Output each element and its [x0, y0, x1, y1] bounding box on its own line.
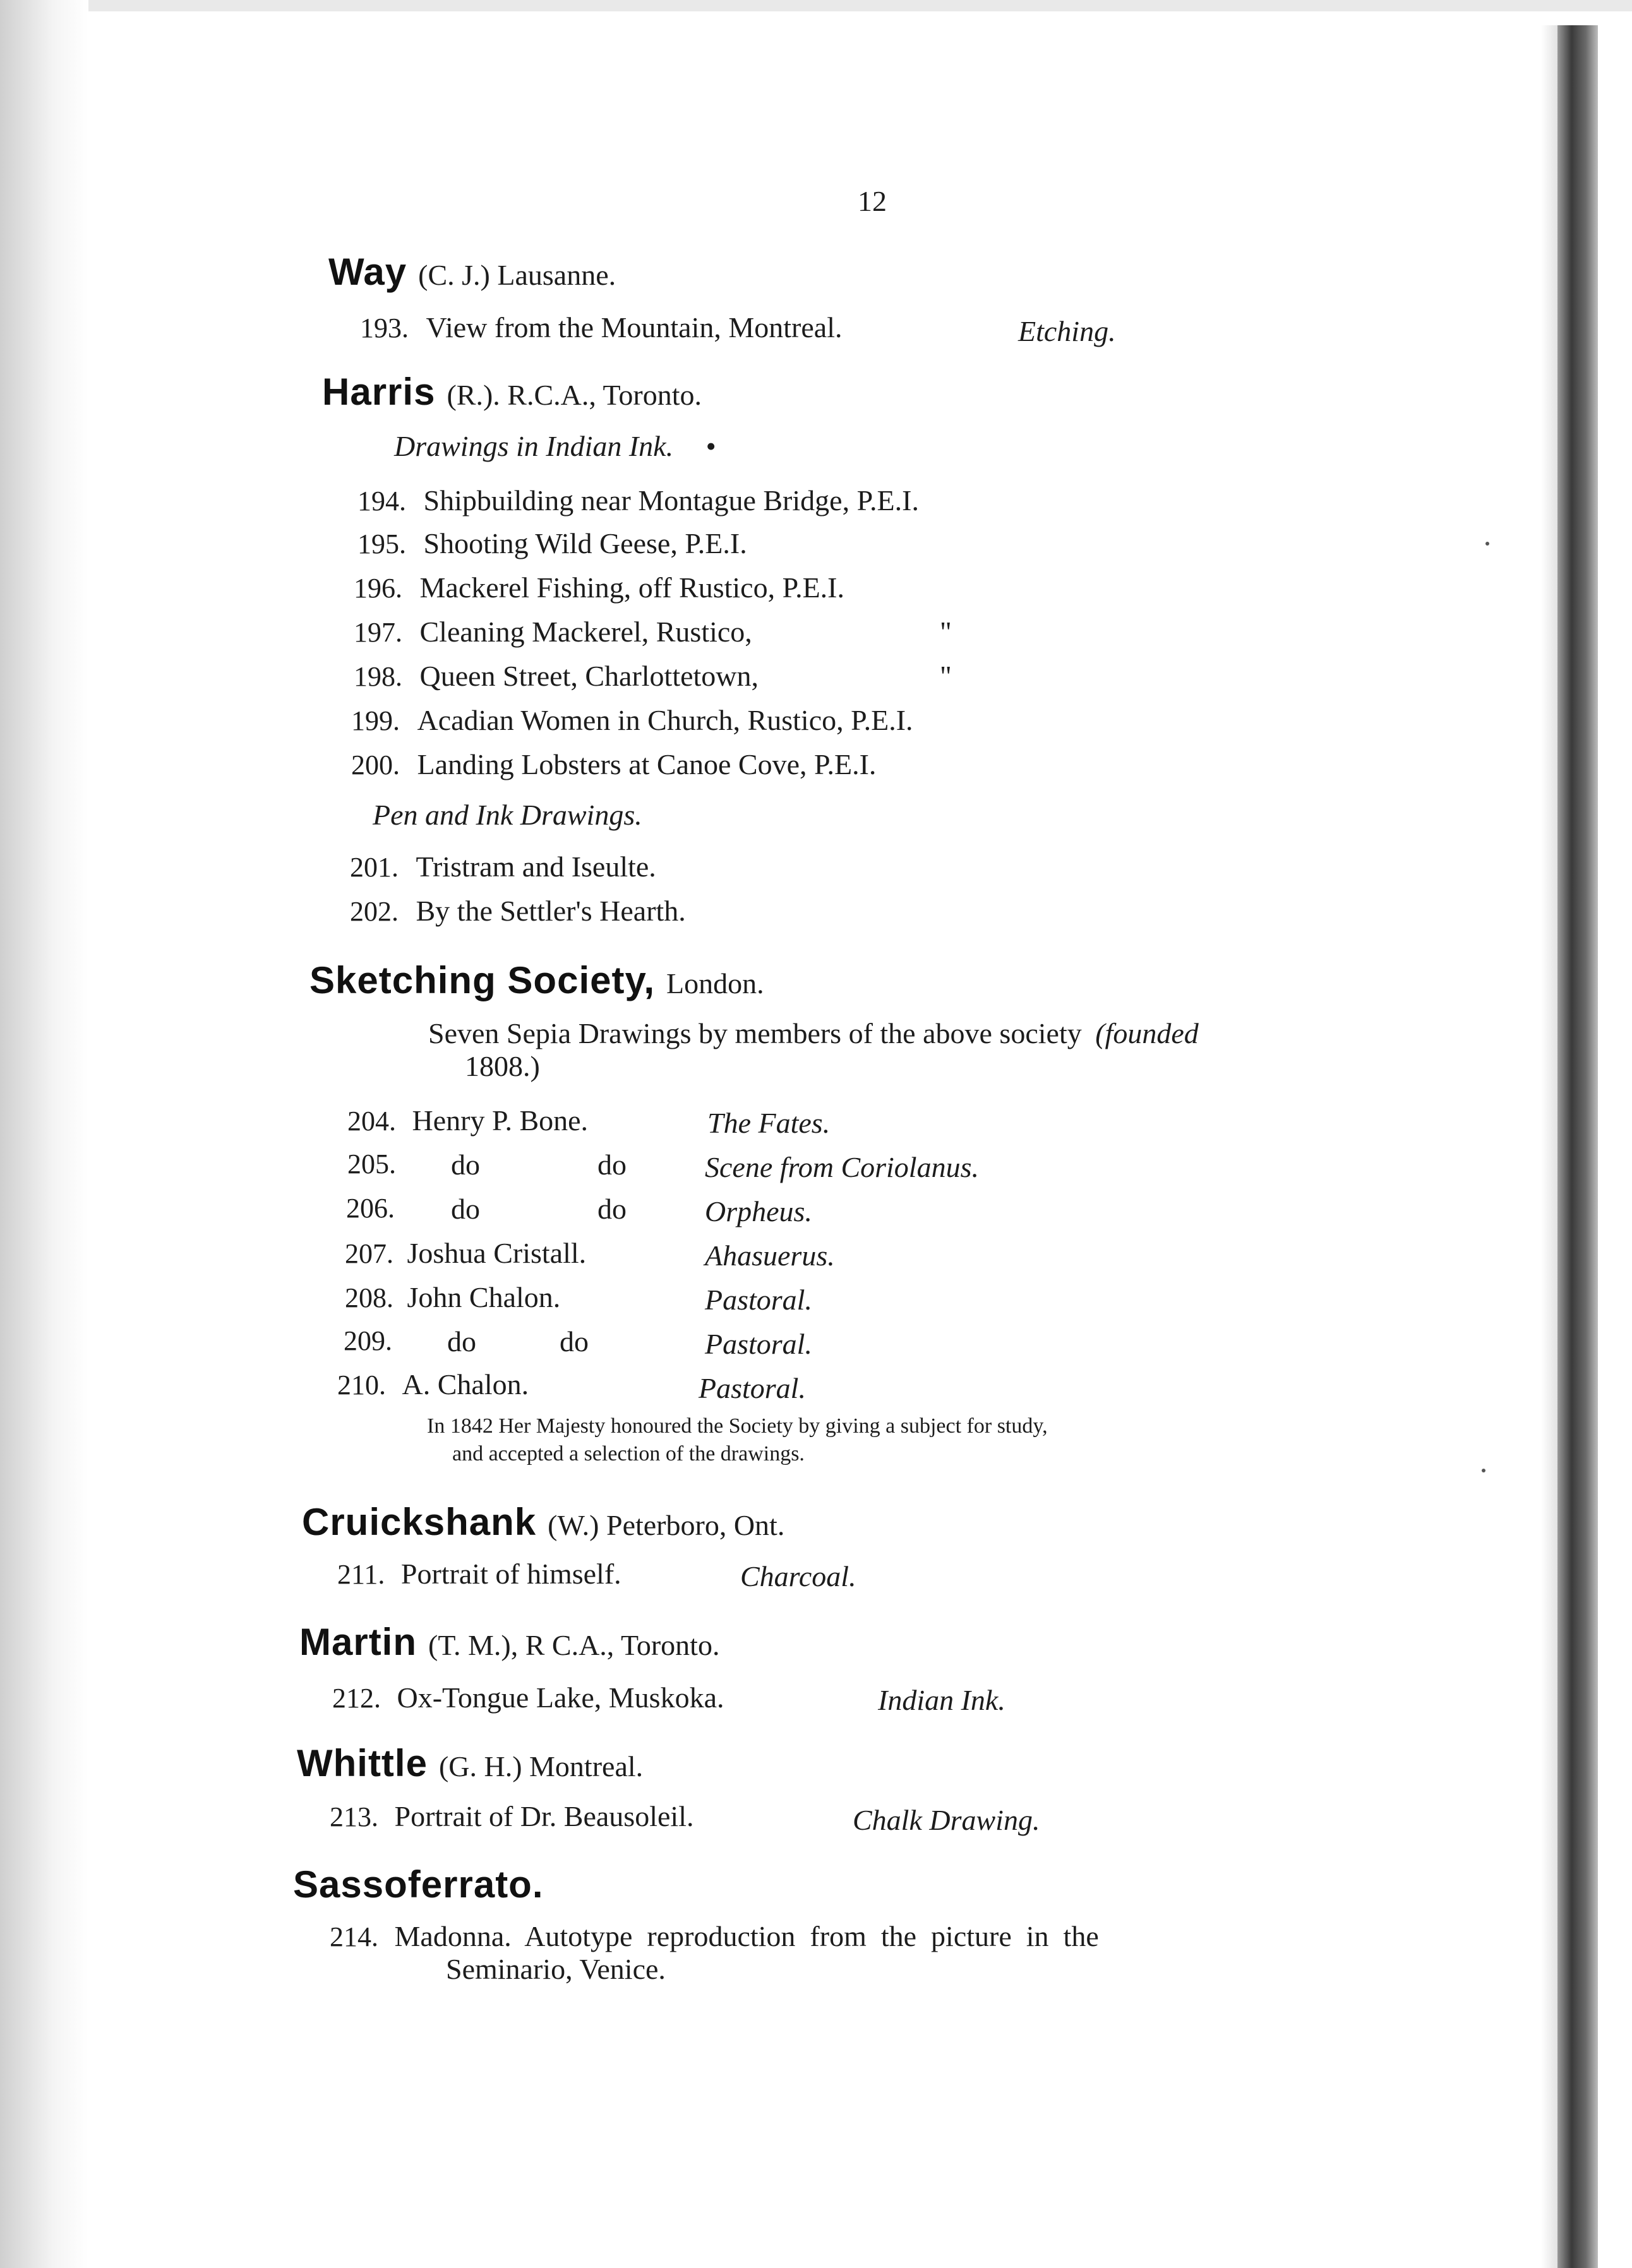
- artist-details: (T. M.), R C.A., Toronto.: [428, 1629, 720, 1661]
- entry-number: 209.: [344, 1325, 392, 1356]
- entry-title: Madonna. Autotype reproduction from the picture in the: [394, 1920, 1099, 1952]
- ditto-artist: do: [451, 1149, 480, 1181]
- ditto-mark: ": [940, 616, 952, 648]
- catalogue-entry: [354, 659, 759, 693]
- entry-title: Pastoral.: [699, 1372, 806, 1404]
- society-intro-year: 1808.): [465, 1050, 540, 1082]
- ditto-artist: do: [447, 1325, 476, 1358]
- artist-name: Whittle: [297, 1742, 428, 1784]
- society-intro: Seven Sepia Drawings by members of the above society (founded: [428, 1017, 1199, 1049]
- entry-title: Pastoral.: [705, 1284, 812, 1316]
- artist-heading-sketching-society: [309, 958, 764, 1002]
- artist-heading-martin: [299, 1620, 719, 1664]
- artist-name: Way: [328, 251, 407, 293]
- entry-title: Orpheus.: [705, 1195, 812, 1227]
- artist-details: (W.) Peterboro, Ont.: [548, 1509, 785, 1541]
- bullet-mark: •: [705, 430, 716, 462]
- ditto-artist: do: [451, 1193, 480, 1225]
- catalogue-entry: [354, 615, 752, 648]
- scan-top-edge: [0, 0, 1632, 11]
- entry-number: 195.: [357, 528, 406, 559]
- entry-artist: Joshua Cristall.: [407, 1237, 587, 1269]
- print-speck: [1485, 542, 1489, 546]
- entry-title: View from the Mountain, Montreal.: [426, 311, 843, 343]
- artist-heading-whittle: [297, 1741, 643, 1785]
- entry-number: 213.: [330, 1801, 378, 1832]
- entry-number: 200.: [351, 749, 400, 780]
- entry-title: By the Settler's Hearth.: [416, 895, 686, 927]
- entry-title: The Fates.: [707, 1107, 831, 1139]
- entry-number: 194.: [357, 486, 406, 516]
- entry-number: 212.: [332, 1683, 381, 1714]
- entry-title: Portrait of himself.: [400, 1558, 621, 1590]
- book-gutter-shadow: [1541, 25, 1557, 2268]
- society-note-line-2: and accepted a selection of the drawings.: [452, 1442, 805, 1465]
- catalogue-entry: [330, 1799, 693, 1833]
- ditto-artist: do: [597, 1193, 627, 1225]
- artist-name: Harris: [322, 371, 436, 413]
- subheading-indian-ink: Drawings in Indian Ink. •: [394, 430, 716, 462]
- ditto-artist: do: [560, 1325, 589, 1358]
- artist-name: Cruickshank: [302, 1501, 537, 1543]
- entry-number: 193.: [360, 313, 409, 343]
- entry-artist: John Chalon.: [407, 1281, 561, 1313]
- artist-details: London.: [666, 967, 764, 1000]
- artist-heading-sassoferrato: [293, 1863, 544, 1906]
- entry-artist: Henry P. Bone.: [412, 1104, 589, 1137]
- entry-title: Shipbuilding near Montague Bridge, P.E.I.: [423, 484, 919, 516]
- entry-number: 206.: [346, 1193, 395, 1224]
- catalogue-entry: [351, 703, 913, 737]
- entry-number: 199.: [351, 705, 400, 736]
- entry-title: Acadian Women in Church, Rustico, P.E.I.: [417, 704, 913, 736]
- entry-title: Pastoral.: [705, 1328, 812, 1360]
- entry-number: 211.: [337, 1559, 385, 1590]
- artist-name: Sassoferrato.: [293, 1863, 544, 1906]
- entry-number: 207.: [345, 1238, 393, 1269]
- catalogue-entry: [350, 850, 656, 883]
- artist-details: (C. J.) Lausanne.: [418, 259, 616, 291]
- catalogue-entry: [357, 527, 747, 560]
- entry-number: 208.: [345, 1282, 393, 1313]
- entry-medium: Etching.: [1018, 315, 1116, 347]
- entry-number: 201.: [350, 852, 399, 883]
- entry-medium: Chalk Drawing.: [853, 1804, 1040, 1836]
- catalogue-entry: [360, 311, 842, 344]
- entry-title: Shooting Wild Geese, P.E.I.: [423, 527, 747, 559]
- catalogue-entry: [332, 1681, 724, 1714]
- entry-title: Landing Lobsters at Canoe Cove, P.E.I.: [417, 748, 877, 780]
- catalogue-entry: [345, 1236, 586, 1270]
- catalogue-entry: [337, 1557, 621, 1591]
- entry-title: Portrait of Dr. Beausoleil.: [394, 1800, 694, 1832]
- entry-number: 214.: [330, 1921, 378, 1952]
- subheading-pen-ink: Pen and Ink Drawings.: [373, 799, 642, 831]
- artist-heading-cruickshank: [302, 1500, 784, 1544]
- catalogue-entry: [345, 1280, 560, 1314]
- catalogue-entry: [351, 748, 876, 781]
- entry-title: Mackerel Fishing, off Rustico, P.E.I.: [419, 571, 844, 604]
- artist-details: (R.). R.C.A., Toronto.: [447, 379, 702, 411]
- catalogue-entry: [347, 1104, 588, 1137]
- entry-number: 196.: [354, 573, 402, 604]
- entry-medium: Charcoal.: [740, 1560, 856, 1592]
- catalogue-entry: [354, 571, 844, 604]
- entry-title: Scene from Coriolanus.: [705, 1151, 979, 1183]
- catalogue-entry: [330, 1919, 1099, 1953]
- entry-medium: Indian Ink.: [878, 1684, 1005, 1716]
- catalogue-entry: [357, 484, 919, 517]
- ditto-artist: do: [597, 1149, 627, 1181]
- entry-number: 210.: [337, 1370, 386, 1400]
- entry-number: 204.: [347, 1106, 396, 1137]
- catalogue-entry: [337, 1368, 529, 1401]
- artist-details: (G. H.) Montreal.: [438, 1750, 644, 1782]
- scan-left-edge: [0, 0, 88, 2268]
- entry-title: Tristram and Iseulte.: [416, 850, 656, 883]
- entry-number: 205.: [347, 1149, 396, 1179]
- entry-title: Ox-Tongue Lake, Muskoka.: [397, 1681, 724, 1714]
- entry-number: 197.: [354, 617, 402, 648]
- print-speck: [1482, 1469, 1485, 1472]
- entry-artist: A. Chalon.: [402, 1368, 529, 1400]
- entry-title: Ahasuerus.: [705, 1239, 835, 1272]
- entry-number: 202.: [350, 896, 399, 927]
- society-note-line-1: In 1842 Her Majesty honoured the Society by giving a subject for study,: [427, 1414, 1048, 1438]
- artist-name: Sketching Society,: [309, 959, 656, 1001]
- artist-name: Martin: [299, 1621, 417, 1663]
- ditto-mark: ": [940, 660, 952, 692]
- artist-heading-harris: [322, 370, 702, 414]
- book-spine: [1557, 25, 1598, 2268]
- entry-title: Cleaning Mackerel, Rustico,: [419, 616, 752, 648]
- page-number: 12: [858, 185, 887, 217]
- entry-title: Queen Street, Charlottetown,: [419, 660, 759, 692]
- artist-heading-way: [328, 250, 616, 294]
- entry-number: 198.: [354, 661, 402, 692]
- catalogue-entry: [350, 894, 686, 928]
- entry-title-continuation: Seminario, Venice.: [446, 1953, 666, 1985]
